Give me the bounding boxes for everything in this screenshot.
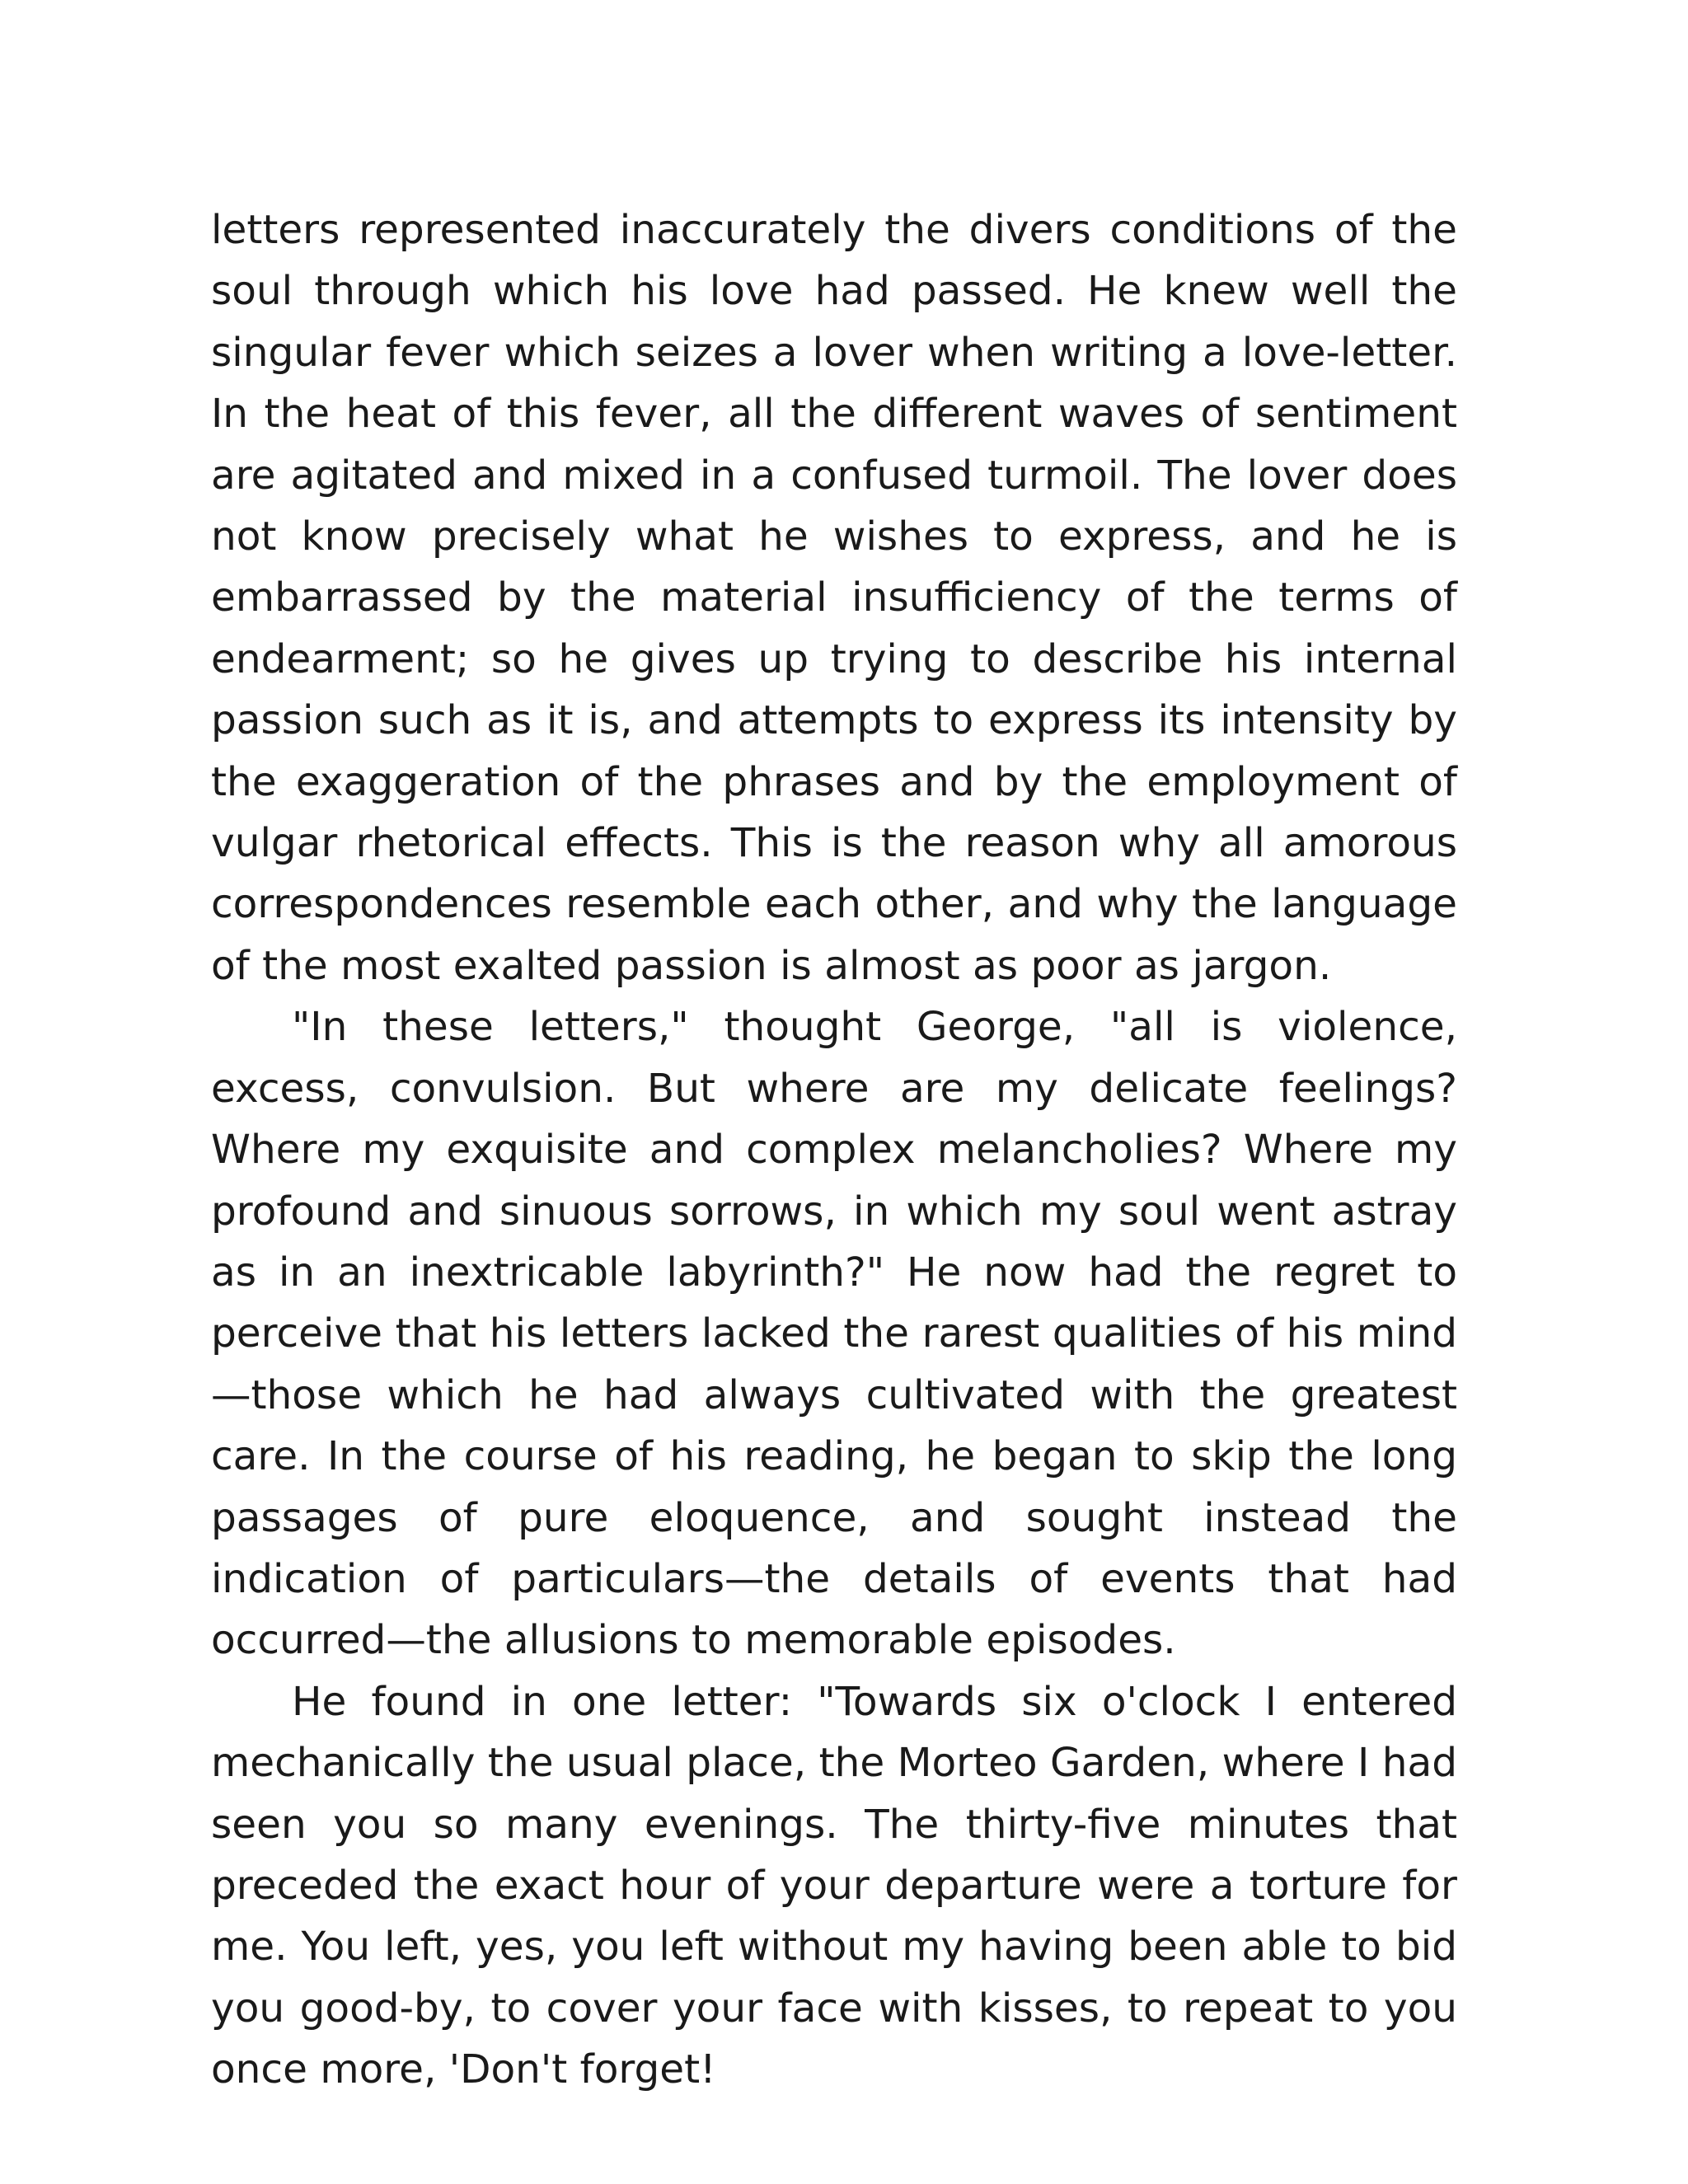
paragraph-1: letters represented inaccurately the divers conditions of the soul through which his love had passed. He knew well the singular fever which seizes a lover when writing a love-letter. In the heat of this fever, all the different waves of sentiment are agitated and mixed in a confused turmoil. The lover does not know precisely what he wishes to express, and he is embarrassed by the material insufficiency of the terms of endearment; so he gives up trying to describe his internal passion such as it is, and attempts to express its intensity by the exaggeration of the phrases and by the employment of vulgar rhetorical effects. This is the reason why all amorous correspondences resemble each other, and why the language of the most exalted passion is almost as poor as jargon. bbox=[211, 207, 1457, 989]
paragraph-2: "In these letters," thought George, "all is violence, excess, convulsion. But where are my delicate feelings? Where my exquisite and complex melancholies? Where my profound and sinuous sorrows, in which my soul went astray as in an inextricable labyrinth?" He now had the regret to perceive that his letters lacked the rarest qualities of his mind—those which he had always cultivated with the greatest care. In the course of his reading, he began to skip the long passages of pure eloquence, and sought instead the indication of particulars—the details of events that had occurred—the allusions to memorable episodes. bbox=[211, 1004, 1457, 1664]
paragraph-3: He found in one letter: "Towards six o'clock I entered mechanically the usual place, the Morteo Garden, where I had seen you so many evenings. The thirty-five minutes that preceded the exact hour of your departure were a torture for me. You left, yes, you left without my having been able to bid you good-by, to cover your face with kisses, to repeat to you once more, 'Don't forget! bbox=[211, 1678, 1457, 2093]
page-text bbox=[211, 199, 1457, 2101]
